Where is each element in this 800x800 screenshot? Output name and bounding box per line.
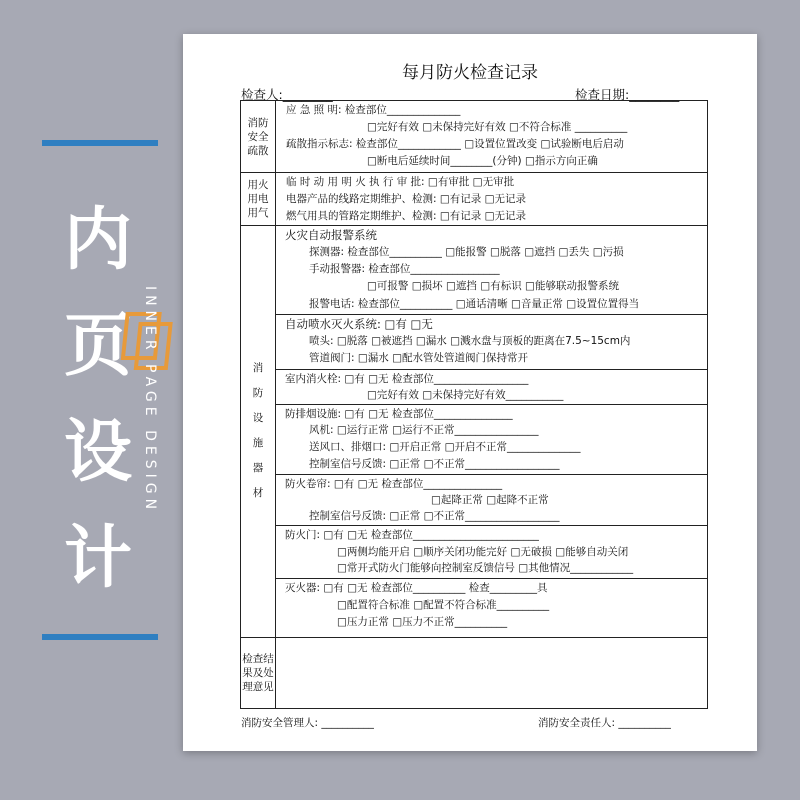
gas-maintenance-line: 燃气用具的管路定期维护、检测: □有记录 □无记录 <box>286 210 527 222</box>
side-title-char: 页 <box>63 307 132 386</box>
open-flame-approval-line: 临 时 动 用 明 火 执 行 审 批: □有审批 □无审批 <box>286 176 515 188</box>
category-result: 检查结 果及处 理意见 <box>241 637 276 709</box>
category-char: 防 <box>252 387 264 399</box>
manual-alarm-options: □可报警 □损坏 □遮挡 □有标识 □能够联动报警系统 <box>367 280 619 292</box>
fire-door-line: 防火门: □有 □无 检查部位________________________ <box>285 529 539 541</box>
electrical-maintenance-line: 电器产品的线路定期维护、检测: □有记录 □无记录 <box>286 193 527 205</box>
side-subtitle: INNER PAGE DESIGN <box>142 285 158 515</box>
alarm-phone-line: 报警电话: 检查部位__________ □通话清晰 □音量正常 □设置位置得当 <box>309 298 640 310</box>
safety-responsible-field: 消防安全责任人: __________ <box>538 717 671 729</box>
inspection-table <box>240 100 708 709</box>
document-page <box>183 34 757 751</box>
emergency-lighting-options: □完好有效 □未保持完好有效 □不符合标准 __________ <box>367 121 628 133</box>
evacuation-sign-options: □断电后延续时间________(分钟) □指示方向正确 <box>367 155 598 167</box>
fire-shutter-options: □起降正常 □起降不正常 <box>431 494 549 506</box>
safety-manager-field: 消防安全管理人: __________ <box>241 717 374 729</box>
row-divider <box>276 369 707 370</box>
side-title-char: 设 <box>63 413 132 492</box>
category-char: 器 <box>252 462 264 474</box>
hydrant-options: □完好有效 □未保持完好有效___________ <box>367 389 564 401</box>
extinguisher-pressure-line: □压力正常 □压力不正常__________ <box>337 616 508 628</box>
evacuation-sign-line: 疏散指示标志: 检查部位____________ □设置位置改变 □试验断电后启动 <box>286 138 624 150</box>
manual-alarm-line: 手动报警器: 检查部位_________________ <box>309 263 500 275</box>
category-char: 施 <box>252 437 264 449</box>
fan-line: 风机: □运行正常 □运行不正常________________ <box>309 424 539 436</box>
inspector-field: 检查人:________ <box>241 87 333 102</box>
accent-bar-bottom <box>42 634 158 640</box>
extinguisher-config-line: □配置符合标准 □配置不符合标准__________ <box>337 599 550 611</box>
detector-line: 探测器: 检查部位__________ □能报警 □脱落 □遮挡 □丢失 □污损 <box>309 246 624 258</box>
row-divider <box>276 474 707 475</box>
category-evacuation: 消防 安全 疏散 <box>241 101 276 172</box>
side-title <box>58 188 138 612</box>
sprinkler-head-line: 喷头: □脱落 □被遮挡 □漏水 □溅水盘与顶板的距离在7.5~15cm内 <box>309 335 631 347</box>
side-title-char: 计 <box>63 519 132 598</box>
vent-line: 送风口、排烟口: □开启正常 □开启不正常______________ <box>309 441 581 453</box>
row-divider <box>241 225 707 226</box>
fire-shutter-line: 防火卷帘: □有 □无 检查部位_______________ <box>285 478 503 490</box>
row-divider <box>276 314 707 315</box>
document-title: 每月防火检查记录 <box>402 63 538 83</box>
smoke-exhaust-line: 防排烟设施: □有 □无 检查部位_______________ <box>285 408 513 420</box>
fire-alarm-heading: 火灾自动报警系统 <box>285 228 377 242</box>
row-divider <box>276 578 707 579</box>
row-divider <box>276 404 707 405</box>
fire-door-signal-line: □常开式防火门能够向控制室反馈信号 □其他情况____________ <box>337 562 634 574</box>
extinguisher-line: 灭火器: □有 □无 检查部位__________ 检查_________具 <box>285 582 548 594</box>
side-title-char: 内 <box>63 201 132 280</box>
category-char: 消 <box>252 362 264 374</box>
date-field: 检查日期:________ <box>575 87 680 102</box>
fire-door-options: □两侧均能开启 □顺序关闭功能完好 □无破损 □能够自动关闭 <box>337 546 629 558</box>
sprinkler-heading: 自动喷水灭火系统: □有 □无 <box>285 317 433 331</box>
category-fire-equipment <box>241 225 276 637</box>
row-divider <box>276 525 707 526</box>
emergency-lighting-line: 应 急 照 明: 检查部位______________ <box>286 104 461 116</box>
row-divider <box>241 637 707 638</box>
pipe-valve-line: 管道阀门: □漏水 □配水管处管道阀门保持常开 <box>309 352 529 364</box>
smoke-signal-line: 控制室信号反馈: □正常 □不正常__________________ <box>309 458 560 470</box>
shutter-signal-line: 控制室信号反馈: □正常 □不正常__________________ <box>309 510 560 522</box>
category-fire-power-gas: 用火 用电 用气 <box>241 172 276 225</box>
accent-bar-top <box>42 140 158 146</box>
hydrant-line: 室内消火栓: □有 □无 检查部位__________________ <box>285 373 529 385</box>
category-char: 材 <box>252 487 264 499</box>
row-divider <box>241 172 707 173</box>
category-char: 设 <box>252 412 264 424</box>
